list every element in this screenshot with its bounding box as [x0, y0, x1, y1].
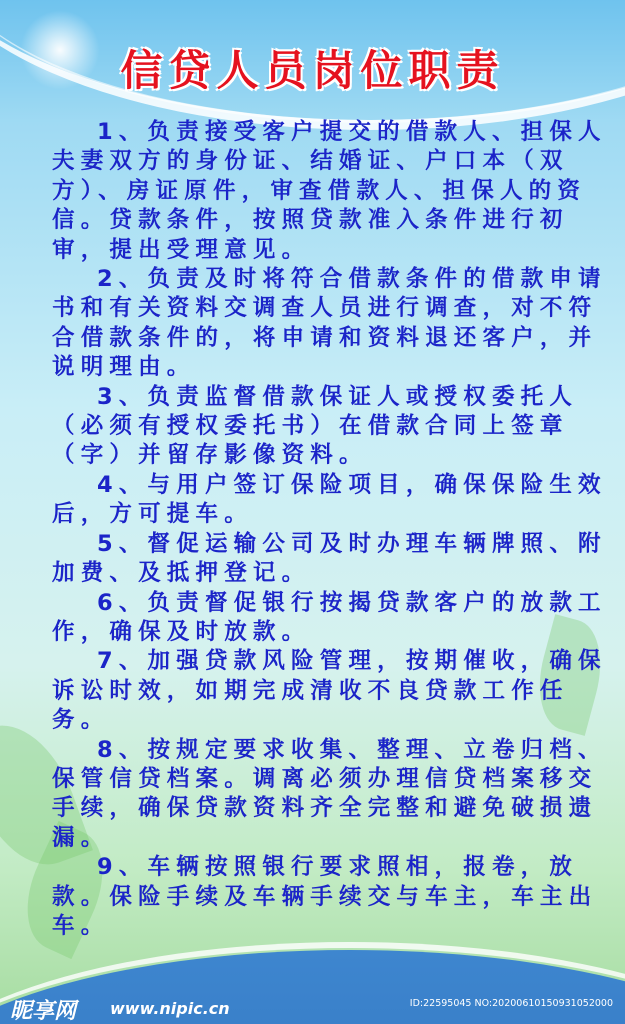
duty-item: 1、负责接受客户提交的借款人、担保人夫妻双方的身份证、结婚证、户口本（双方）、房证原件，审查借款人、担保人的资信。贷款条件，按照贷款准入条件进行初审，提出受理意见。 — [52, 119, 607, 263]
duty-item: 4、与用户签订保险项目，确保保险生效后，方可提车。 — [52, 471, 607, 528]
watermark-logo: 昵享网 — [10, 999, 77, 1024]
watermark-url: www.nipic.cn — [110, 999, 230, 1018]
duty-item: 3、负责监督借款保证人或授权委托人（必须有授权委托书）在借款合同上签章（字）并留存影像资料。 — [52, 383, 579, 469]
duty-item: 2、负责及时将符合借款条件的借款申请书和有关资料交调查人员进行调查，对不符合借款条件的，将申请和资料退还客户，并说明理由。 — [52, 266, 607, 381]
bottom-arc-line-decoration — [0, 942, 625, 1024]
duties-list — [52, 118, 622, 941]
duty-item: 7、加强贷款风险管理，按期催收，确保诉讼时效，如期完成清收不良贷款工作任务。 — [52, 648, 607, 734]
duty-item: 6、负责督促银行按揭贷款客户的放款工作，确保及时放款。 — [52, 589, 607, 645]
watermark-id: ID:22595045 NO:20200610150931052000 — [409, 998, 613, 1009]
duty-item: 9、车辆按照银行要求照相，报卷，放款。保险手续及车辆手续交与车主，车主出车。 — [52, 854, 598, 939]
duty-item: 5、督促运输公司及时办理车辆牌照、附加费、及抵押登记。 — [52, 530, 607, 587]
duty-item: 8、按规定要求收集、整理、立卷归档、保管信贷档案。调离必须办理信贷档案移交手续，确保贷款资料齐全完整和避免破损遗漏。 — [52, 736, 607, 851]
page-title: 信贷人员岗位职责 — [120, 46, 505, 95]
